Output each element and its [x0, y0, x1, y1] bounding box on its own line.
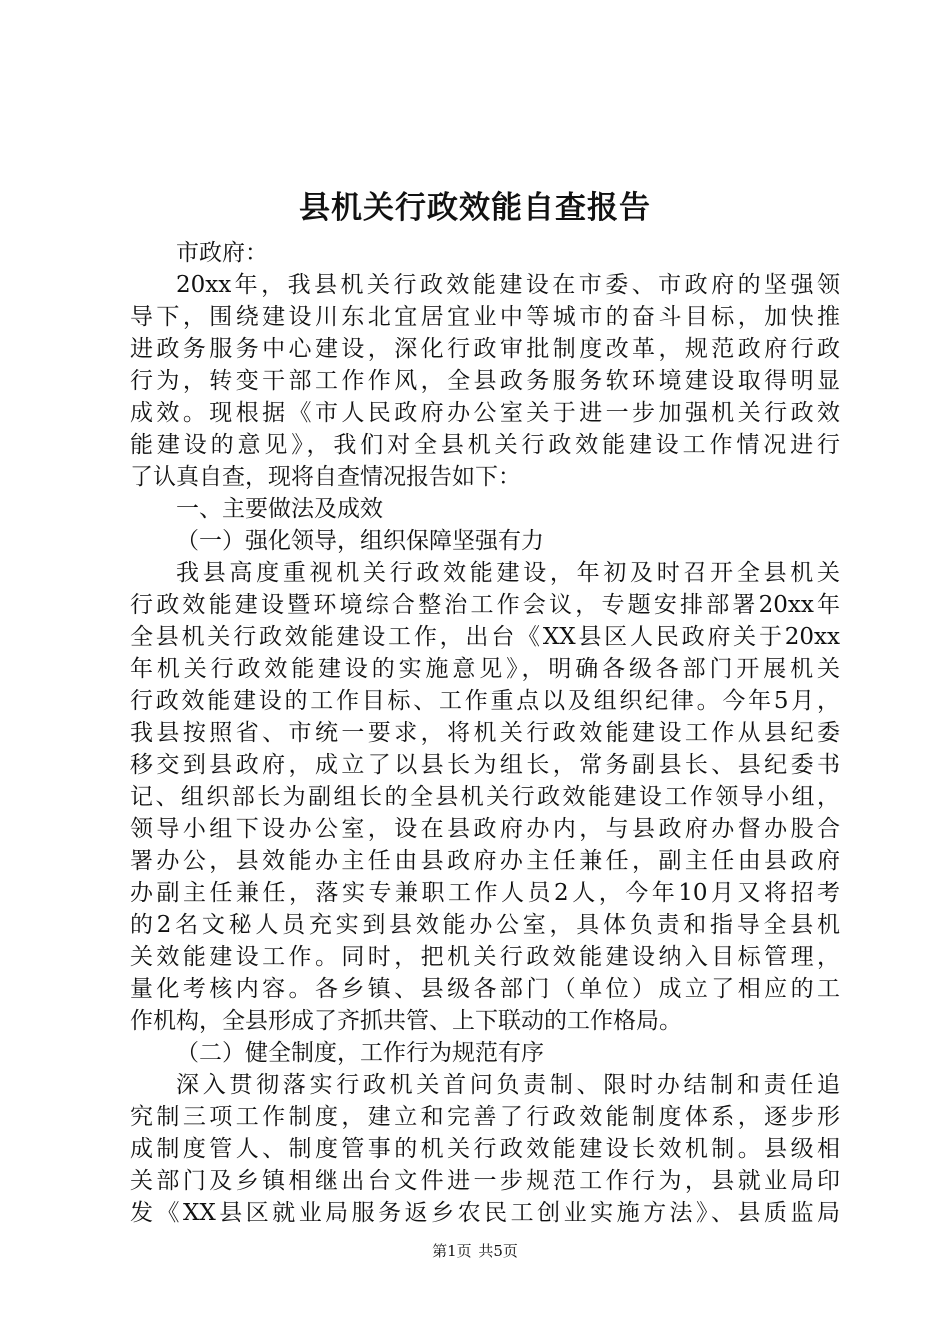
body-line: 成制度管人、制度管事的机关行政效能建设长效机制。县级相	[130, 1136, 840, 1162]
body-line: 我县按照省、市统一要求，将机关行政效能建设工作从县纪委	[130, 720, 840, 746]
body-line: 量化考核内容。各乡镇、县级各部门（单位）成立了相应的工	[130, 976, 840, 1002]
body-line: 进政务服务中心建设，深化行政审批制度改革，规范政府行政	[130, 336, 840, 362]
body-line: 作机构，全县形成了齐抓共管、上下联动的工作格局。	[130, 1008, 682, 1034]
body-line: 导下，围绕建设川东北宜居宜业中等城市的奋斗目标，加快推	[130, 304, 840, 330]
body-line: 领导小组下设办公室，设在县政府办内，与县政府办督办股合	[130, 816, 840, 842]
body-line: （二）健全制度，工作行为规范有序	[176, 1040, 544, 1066]
body-line: 究制三项工作制度，建立和完善了行政效能制度体系，逐步形	[130, 1104, 840, 1130]
body-line: 行政效能建设暨环境综合整治工作会议，专题安排部署20xx年	[130, 592, 840, 618]
body-line: 市政府：	[176, 240, 268, 266]
page-footer: 第1页 共5页	[432, 1242, 518, 1260]
body-line: 全县机关行政效能建设工作，出台《XX县区人民政府关于20xx	[130, 624, 840, 650]
body-line: 关效能建设工作。同时，把机关行政效能建设纳入目标管理，	[130, 944, 840, 970]
body-line: 署办公，县效能办主任由县政府办主任兼任，副主任由县政府	[130, 848, 840, 874]
body-line: 能建设的意见》，我们对全县机关行政效能建设工作情况进行	[130, 432, 840, 458]
body-line: 的2名文秘人员充实到县效能办公室，具体负责和指导全县机	[130, 912, 840, 938]
body-line: 一、主要做法及成效	[176, 496, 383, 522]
body-line: （一）强化领导，组织保障坚强有力	[176, 528, 544, 554]
body-line: 20xx年，我县机关行政效能建设在市委、市政府的坚强领	[176, 272, 840, 298]
body-line: 行为，转变干部工作作风，全县政务服务软环境建设取得明显	[130, 368, 840, 394]
body-line: 发《XX县区就业局服务返乡农民工创业实施方法》、县质监局	[130, 1200, 840, 1226]
body-line: 了认真自查，现将自查情况报告如下：	[130, 464, 521, 490]
body-line: 关部门及乡镇相继出台文件进一步规范工作行为，县就业局印	[130, 1168, 840, 1194]
document-body	[130, 237, 840, 1229]
body-line: 年机关行政效能建设的实施意见》，明确各级各部门开展机关	[130, 656, 840, 682]
body-line: 移交到县政府，成立了以县长为组长，常务副县长、县纪委书	[130, 752, 840, 778]
body-line: 记、组织部长为副组长的全县机关行政效能建设工作领导小组，	[130, 784, 840, 810]
body-line: 行政效能建设的工作目标、工作重点以及组织纪律。今年5月，	[130, 688, 840, 714]
document-title: 县机关行政效能自查报告	[299, 190, 651, 226]
body-line: 办副主任兼任，落实专兼职工作人员2人，今年10月又将招考	[130, 880, 840, 906]
body-line: 深入贯彻落实行政机关首问负责制、限时办结制和责任追	[176, 1072, 840, 1098]
body-line: 成效。现根据《市人民政府办公室关于进一步加强机关行政效	[130, 400, 840, 426]
body-line: 我县高度重视机关行政效能建设，年初及时召开全县机关	[176, 560, 840, 586]
